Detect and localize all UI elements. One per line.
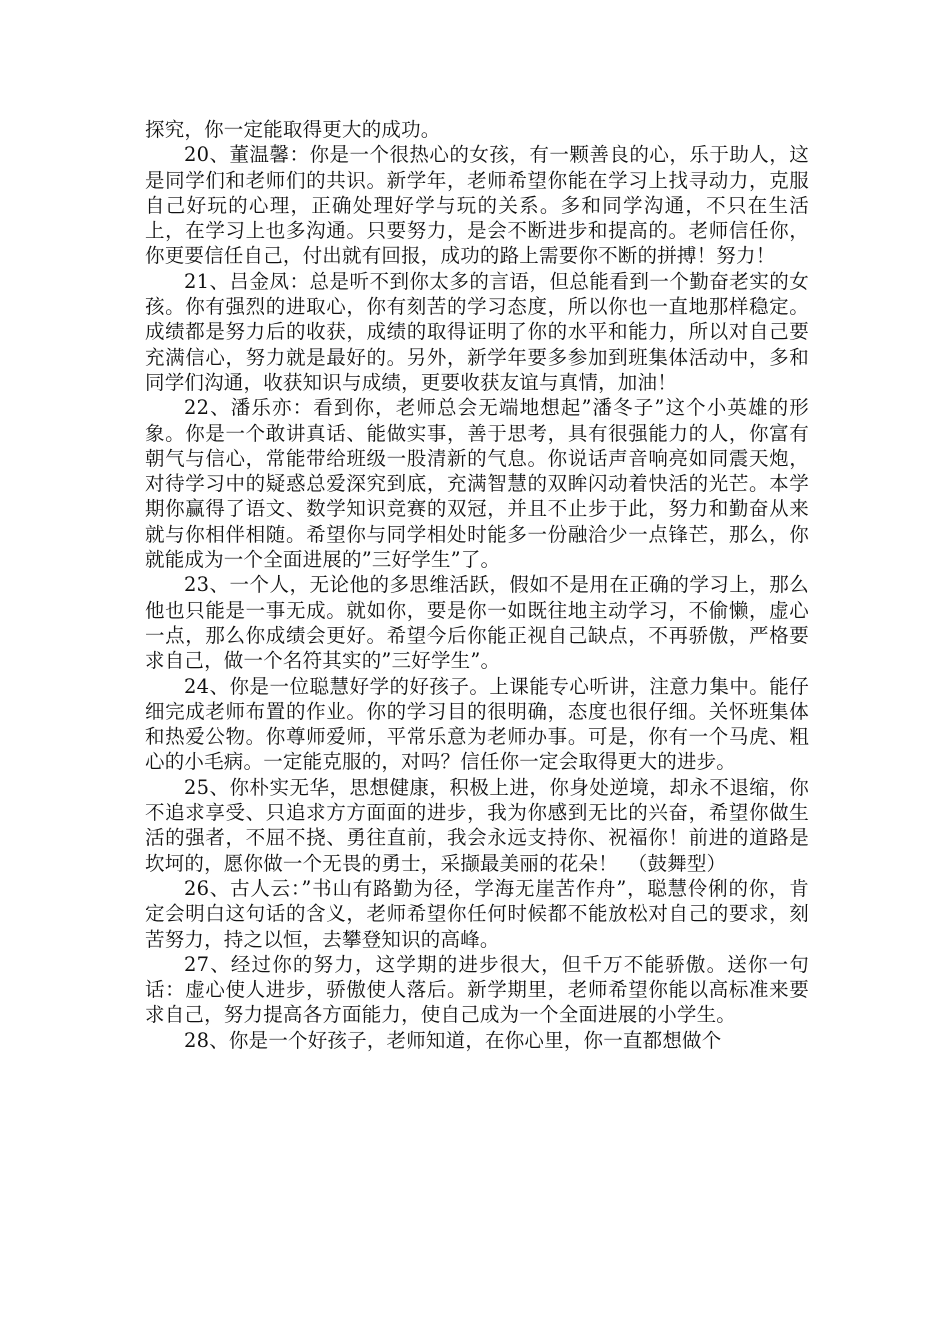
paragraph-continuation: 探究，你一定能取得更大的成功。: [145, 118, 441, 141]
paragraph-25: 25、你朴实无华，思想健康，积极上进，你身处逆境，却永不退缩，你不追求享受、只追求方方面面的进步，我为你感到无比的兴奋，希望你做生活的强者，不屈不挠、勇往直前，我会永远支持你、祝福你！前进的道路是坎坷的，愿你做一个无畏的勇士，采撷最美丽的花朵！ （鼓舞型）: [145, 775, 809, 875]
paragraph-20: 20、董温馨：你是一个很热心的女孩，有一颗善良的心，乐于助人，这是同学们和老师们的共识。新学年，老师希望你能在学习上找寻动力，克服自己好玩的心理，正确处理好学与玩的关系。多和同学沟通，不只在生活上，在学习上也多沟通。只要努力，是会不断进步和提高的。老师信任你，你更要信任自己，付出就有回报，成功的路上需要你不断的拼搏！努力！: [145, 143, 809, 268]
paragraph-22: 22、潘乐亦：看到你，老师总会无端地想起”潘冬子”这个小英雄的形象。你是一个敢讲真话、能做实事，善于思考，具有很强能力的人，你富有朝气与信心，常能带给班级一股清新的气息。你说话声音响亮如同震天炮，对待学习中的疑惑总爱深究到底，充满智慧的双眸闪动着快活的光芒。本学期你赢得了语文、数学知识竞赛的双冠，并且不止步于此，努力和勤奋从来就与你相伴相随。希望你与同学相处时能多一份融洽少一点锋芒，那么，你就能成为一个全面进展的”三好学生”了。: [145, 396, 809, 572]
paragraph-28: 28、你是一个好孩子，老师知道，在你心里，你一直都想做个: [184, 1028, 722, 1052]
paragraph-21: 21、吕金凤：总是听不到你太多的言语，但总能看到一个勤奋老实的女孩。你有强烈的进取心，你有刻苦的学习态度，所以你也一直地那样稳定。成绩都是努力后的收获，成绩的取得证明了你的水平和能力，所以对自己要充满信心，努力就是最好的。另外，新学年要多参加到班集体活动中，多和同学们沟通，收获知识与成绩，更要收获友谊与真情，加油！: [145, 269, 809, 394]
paragraph-27: 27、经过你的努力，这学期的进步很大，但千万不能骄傲。送你一句话：虚心使人进步，骄傲使人落后。新学期里，老师希望你能以高标准来要求自己，努力提高各方面能力，使自己成为一个全面进展的小学生。: [145, 952, 809, 1027]
paragraph-24: 24、你是一位聪慧好学的好孩子。上课能专心听讲，注意力集中。能仔细完成老师布置的作业。你的学习目的很明确，态度也很仔细。关怀班集体和热爱公物。你尊师爱师，平常乐意为老师办事。可是，你有一个马虎、粗心的小毛病。一定能克服的，对吗？信任你一定会取得更大的进步。: [145, 674, 809, 774]
document-body: [145, 117, 809, 1053]
paragraph-26: 26、古人云：”书山有路勤为径，学海无崖苦作舟”，聪慧伶俐的你，肯定会明白这句话的含义，老师希望你任何时候都不能放松对自己的要求，刻苦努力，持之以恒，去攀登知识的高峰。: [145, 876, 809, 951]
paragraph-23: 23、一个人，无论他的多思维活跃，假如不是用在正确的学习上，那么他也只能是一事无成。就如你，要是你一如既往地主动学习，不偷懒，虚心一点，那么你成绩会更好。希望今后你能正视自己缺点，不再骄傲，严格要求自己，做一个名符其实的”三好学生”。: [145, 573, 809, 673]
